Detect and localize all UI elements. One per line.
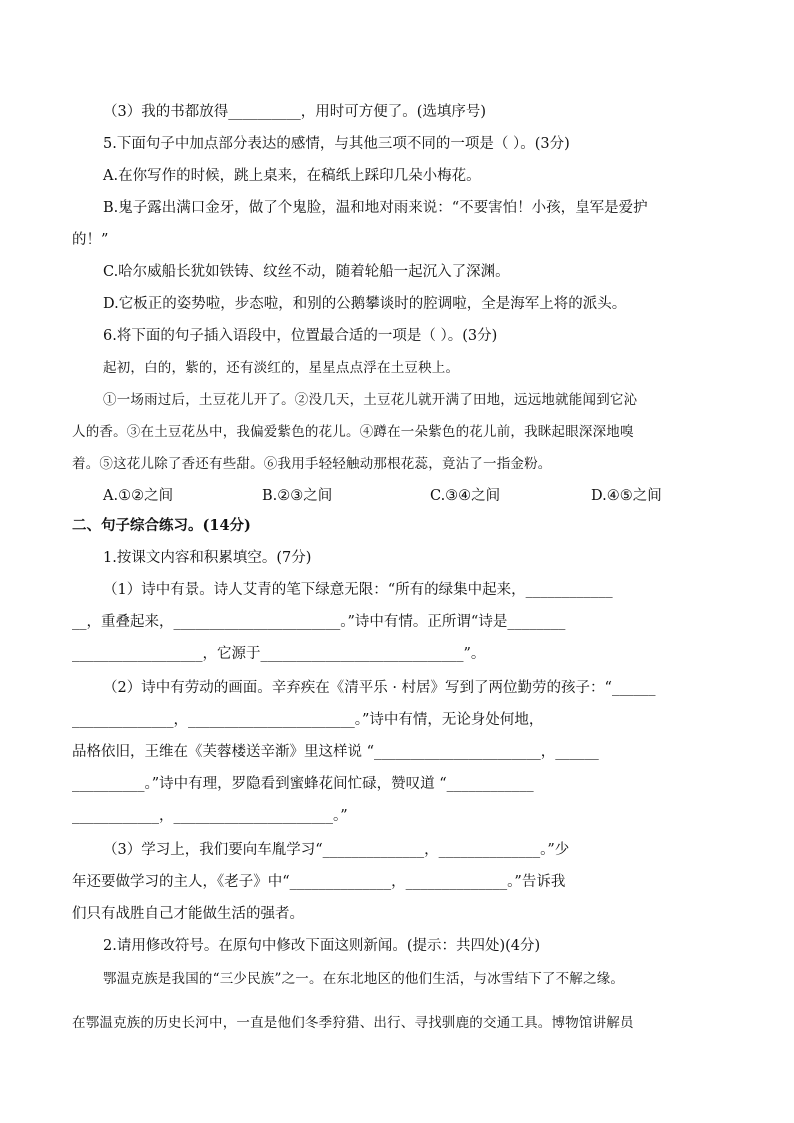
q6-passage-line-2: 人的香。③在土豆花丛中，我偏爱紫色的花儿。④蹲在一朵紫色的花儿前，我眯起眼深深地嗅 bbox=[72, 424, 634, 440]
q6-passage-line-1: ①一场雨过后，土豆花儿开了。②没几天，土豆花儿就开满了田地，远远地就能闻到它沁 bbox=[103, 392, 638, 408]
s2-q1-2-line-2: ______________，_______________________。”诗中有情，无论身处何地， bbox=[72, 712, 544, 728]
q5-option-c: C.哈尔威船长犹如铁铸、纹丝不动，随着轮船一起沉入了深渊。 bbox=[103, 264, 510, 280]
q6-passage-line-3: 着。⑤这花儿除了香还有些甜。⑥我用手轻轻触动那根花蕊，竟沾了一指金粉。 bbox=[72, 456, 552, 472]
q6-option-c: C.③④之间 bbox=[430, 488, 501, 504]
s2-q2-news-line-2: 在鄂温克族的历史长河中，一直是他们冬季狩猎、出行、寻找驯鹿的交通工具。博物馆讲解员 bbox=[72, 1015, 634, 1031]
s2-q1-2-line-3: 品格依旧，王维在《芙蓉楼送辛渐》里这样说 “_______________________，______ bbox=[72, 744, 599, 760]
s2-q1-3-line-3: 们只有战胜自己才能做生活的强者。 bbox=[72, 906, 304, 922]
s2-q1-3-line-2: 年还要做学习的主人，《老子》中“______________，______________。”告诉我 bbox=[72, 874, 566, 890]
q5-option-b: B.鬼子露出满口金牙，做了个鬼脸，温和地对雨来说：“不要害怕！小孩，皇军是爱护 bbox=[103, 200, 648, 216]
q6-option-b: B.②③之间 bbox=[262, 488, 333, 504]
s2-q1-2-line-1: （2）诗中有劳动的画面。辛弃疾在《清平乐 · 村居》写到了两位勤劳的孩子：“______ bbox=[103, 680, 656, 696]
q5-title: 5.下面句子中加点部分表达的感情，与其他三项不同的一项是（ ）。(3分) bbox=[103, 136, 570, 152]
q6-option-d: D.④⑤之间 bbox=[591, 488, 662, 504]
q5-option-a: A.在你写作的时候，跳上桌来，在稿纸上踩印几朵小梅花。 bbox=[103, 168, 481, 184]
q6-insert-sentence: 起初，白的，紫的，还有淡红的，星星点点浮在土豆秧上。 bbox=[103, 360, 460, 376]
s2-q1-1-line-2: __，重叠起来，_______________________。”诗中有情。正所谓“诗是________ bbox=[72, 614, 566, 630]
s2-q1-1-line-3: __________________，它源于____________________________”。 bbox=[72, 646, 486, 662]
s2-q1-2-line-5: ____________，______________________。” bbox=[72, 808, 348, 824]
s2-q2-title: 2.请用修改符号。在原句中修改下面这则新闻。(提示：共四处)(4分) bbox=[103, 938, 541, 954]
q4-3-line: （3）我的书都放得__________，用时可方便了。(选填序号) bbox=[103, 104, 487, 120]
s2-q1-2-line-4: __________。”诗中有理，罗隐看到蜜蜂花间忙碌，赞叹道 “____________ bbox=[72, 776, 534, 792]
q6-option-a: A.①②之间 bbox=[103, 488, 174, 504]
s2-q2-news-line-1: 鄂温克族是我国的“三少民族”之一。在东北地区的他们生活，与冰雪结下了不解之缘。 bbox=[103, 971, 625, 987]
q5-option-d: D.它板正的姿势啦，步态啦，和别的公鹅攀谈时的腔调啦，全是海军上将的派头。 bbox=[103, 296, 627, 312]
q6-title: 6.将下面的句子插入语段中，位置最合适的一项是（ ）。(3分) bbox=[103, 328, 498, 344]
s2-q1-1-line-1: （1）诗中有景。诗人艾青的笔下绿意无限：“所有的绿集中起来，____________ bbox=[103, 582, 613, 598]
s2-q1-3-line-1: （3）学习上，我们要向车胤学习“______________，______________。”少 bbox=[103, 842, 570, 858]
section-2-heading: 二、句子综合练习。(14分) bbox=[72, 517, 251, 534]
s2-q1-title: 1.按课文内容和积累填空。(7分) bbox=[103, 550, 312, 566]
q5-option-b-cont: 的！” bbox=[72, 232, 109, 248]
